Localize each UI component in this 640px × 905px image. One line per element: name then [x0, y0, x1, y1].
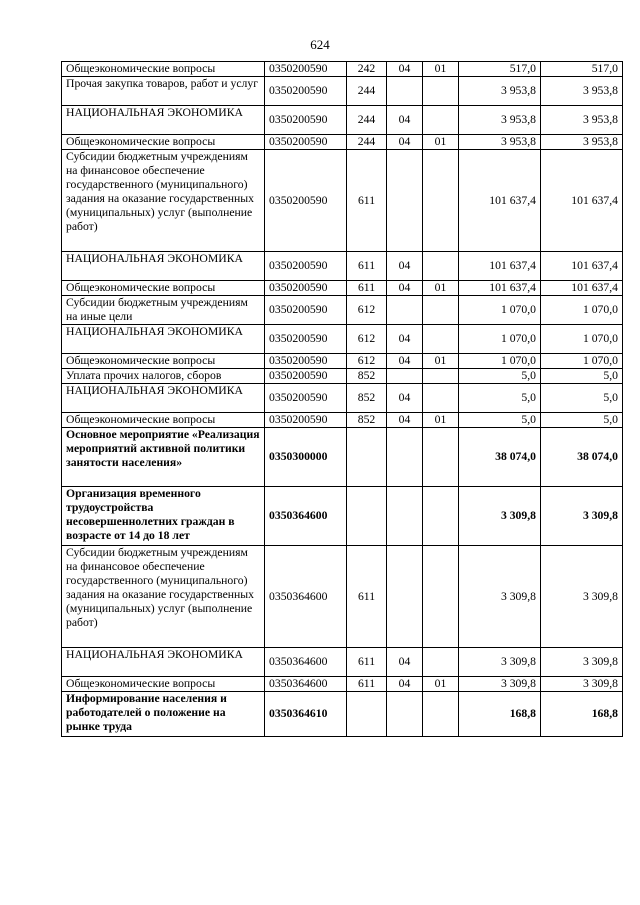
table-row — [62, 296, 623, 325]
row-sum-1: 3 953,8 — [459, 77, 541, 106]
row-expense-type: 852 — [347, 369, 387, 384]
row-sum-2: 1 070,0 — [541, 325, 623, 354]
row-sum-1: 5,0 — [459, 413, 541, 428]
row-subsection — [423, 325, 459, 354]
row-subsection: 01 — [423, 354, 459, 369]
row-code: 0350200590 — [265, 77, 347, 106]
row-expense-type: 612 — [347, 296, 387, 325]
table-row — [62, 252, 623, 281]
row-expense-type: 244 — [347, 77, 387, 106]
row-sum-1: 3 309,8 — [459, 648, 541, 677]
row-code: 0350364600 — [265, 487, 347, 546]
row-name: Прочая закупка товаров, работ и услуг — [62, 77, 265, 106]
row-subsection — [423, 106, 459, 135]
row-section: 04 — [387, 354, 423, 369]
row-sum-2: 101 637,4 — [541, 252, 623, 281]
row-code: 0350200590 — [265, 106, 347, 135]
row-subsection — [423, 546, 459, 648]
row-name: Общеэкономические вопросы — [62, 677, 265, 692]
table-row — [62, 546, 623, 648]
row-name: Общеэкономические вопросы — [62, 413, 265, 428]
row-code: 0350200590 — [265, 325, 347, 354]
row-subsection — [423, 150, 459, 252]
row-section — [387, 77, 423, 106]
row-section: 04 — [387, 252, 423, 281]
row-section: 04 — [387, 384, 423, 413]
row-subsection — [423, 296, 459, 325]
table-row — [62, 281, 623, 296]
row-subsection — [423, 428, 459, 487]
row-section — [387, 487, 423, 546]
row-name: НАЦИОНАЛЬНАЯ ЭКОНОМИКА — [62, 252, 265, 281]
row-sum-2: 101 637,4 — [541, 281, 623, 296]
row-code: 0350364600 — [265, 648, 347, 677]
row-sum-2: 3 309,8 — [541, 648, 623, 677]
row-sum-2: 101 637,4 — [541, 150, 623, 252]
row-sum-2: 5,0 — [541, 369, 623, 384]
row-sum-1: 1 070,0 — [459, 296, 541, 325]
row-section: 04 — [387, 325, 423, 354]
row-expense-type — [347, 487, 387, 546]
page-number: 624 — [310, 37, 330, 52]
row-code: 0350364600 — [265, 546, 347, 648]
row-subsection: 01 — [423, 135, 459, 150]
row-code: 0350300000 — [265, 428, 347, 487]
table-row — [62, 384, 623, 413]
row-sum-2: 1 070,0 — [541, 354, 623, 369]
table-row — [62, 648, 623, 677]
row-subsection — [423, 692, 459, 737]
row-name: Основное мероприятие «Реализация мероприятий активной политики занятости населения» — [62, 428, 265, 487]
row-name: Субсидии бюджетным учреждениям на финансовое обеспечение государственного (муниципального) задания на оказание государственных (муниципальных) услуг (выполнение работ) — [62, 546, 265, 648]
row-sum-2: 38 074,0 — [541, 428, 623, 487]
row-subsection: 01 — [423, 413, 459, 428]
row-expense-type: 612 — [347, 325, 387, 354]
row-expense-type: 611 — [347, 648, 387, 677]
row-sum-1: 3 309,8 — [459, 677, 541, 692]
row-code: 0350200590 — [265, 281, 347, 296]
row-sum-1: 5,0 — [459, 384, 541, 413]
row-expense-type: 244 — [347, 106, 387, 135]
row-name: Уплата прочих налогов, сборов — [62, 369, 265, 384]
row-name: Общеэкономические вопросы — [62, 62, 265, 77]
table-row — [62, 428, 623, 487]
row-sum-1: 1 070,0 — [459, 325, 541, 354]
row-name: НАЦИОНАЛЬНАЯ ЭКОНОМИКА — [62, 325, 265, 354]
table-row — [62, 77, 623, 106]
row-section: 04 — [387, 62, 423, 77]
row-section: 04 — [387, 106, 423, 135]
row-expense-type: 611 — [347, 150, 387, 252]
row-sum-1: 101 637,4 — [459, 281, 541, 296]
budget-table — [61, 61, 623, 737]
row-expense-type: 611 — [347, 677, 387, 692]
row-expense-type: 242 — [347, 62, 387, 77]
row-name: Организация временного трудоустройства несовершеннолетних граждан в возрасте от 14 до 18 лет — [62, 487, 265, 546]
row-sum-2: 3 953,8 — [541, 77, 623, 106]
row-expense-type: 852 — [347, 384, 387, 413]
row-section — [387, 369, 423, 384]
row-subsection — [423, 252, 459, 281]
table-row — [62, 369, 623, 384]
table-row — [62, 150, 623, 252]
row-code: 0350364600 — [265, 677, 347, 692]
row-code: 0350200590 — [265, 150, 347, 252]
row-expense-type: 611 — [347, 281, 387, 296]
row-name: НАЦИОНАЛЬНАЯ ЭКОНОМИКА — [62, 648, 265, 677]
table-row — [62, 487, 623, 546]
row-sum-2: 517,0 — [541, 62, 623, 77]
row-subsection — [423, 487, 459, 546]
row-section — [387, 692, 423, 737]
table-row — [62, 354, 623, 369]
row-sum-1: 517,0 — [459, 62, 541, 77]
row-code: 0350200590 — [265, 413, 347, 428]
row-sum-2: 3 309,8 — [541, 677, 623, 692]
row-sum-1: 3 953,8 — [459, 106, 541, 135]
row-section: 04 — [387, 135, 423, 150]
table-row — [62, 677, 623, 692]
row-code: 0350200590 — [265, 252, 347, 281]
row-sum-2: 3 953,8 — [541, 135, 623, 150]
row-sum-2: 168,8 — [541, 692, 623, 737]
row-section — [387, 546, 423, 648]
row-expense-type: 852 — [347, 413, 387, 428]
row-sum-1: 5,0 — [459, 369, 541, 384]
row-expense-type — [347, 428, 387, 487]
row-section: 04 — [387, 677, 423, 692]
row-name: Субсидии бюджетным учреждениям на иные цели — [62, 296, 265, 325]
row-section — [387, 296, 423, 325]
row-subsection: 01 — [423, 677, 459, 692]
table-row — [62, 692, 623, 737]
row-sum-2: 3 309,8 — [541, 487, 623, 546]
row-subsection — [423, 369, 459, 384]
row-sum-1: 3 309,8 — [459, 487, 541, 546]
row-code: 0350200590 — [265, 384, 347, 413]
row-sum-1: 3 309,8 — [459, 546, 541, 648]
table-row — [62, 135, 623, 150]
row-expense-type: 611 — [347, 546, 387, 648]
row-sum-1: 1 070,0 — [459, 354, 541, 369]
row-subsection: 01 — [423, 281, 459, 296]
row-sum-2: 1 070,0 — [541, 296, 623, 325]
row-code: 0350200590 — [265, 135, 347, 150]
table-row — [62, 106, 623, 135]
row-expense-type: 244 — [347, 135, 387, 150]
row-name: Общеэкономические вопросы — [62, 135, 265, 150]
row-name: Информирование населения и работодателей о положение на рынке труда — [62, 692, 265, 737]
row-sum-2: 3 953,8 — [541, 106, 623, 135]
row-section: 04 — [387, 281, 423, 296]
table-row — [62, 62, 623, 77]
row-code: 0350200590 — [265, 296, 347, 325]
row-sum-2: 5,0 — [541, 384, 623, 413]
row-name: НАЦИОНАЛЬНАЯ ЭКОНОМИКА — [62, 384, 265, 413]
row-section: 04 — [387, 648, 423, 677]
row-sum-2: 3 309,8 — [541, 546, 623, 648]
row-subsection — [423, 648, 459, 677]
row-code: 0350364610 — [265, 692, 347, 737]
row-subsection: 01 — [423, 62, 459, 77]
row-name: НАЦИОНАЛЬНАЯ ЭКОНОМИКА — [62, 106, 265, 135]
row-subsection — [423, 384, 459, 413]
table-row — [62, 325, 623, 354]
row-code: 0350200590 — [265, 369, 347, 384]
row-name: Общеэкономические вопросы — [62, 354, 265, 369]
row-sum-2: 5,0 — [541, 413, 623, 428]
row-subsection — [423, 77, 459, 106]
row-sum-1: 168,8 — [459, 692, 541, 737]
row-expense-type — [347, 692, 387, 737]
row-section — [387, 150, 423, 252]
row-sum-1: 3 953,8 — [459, 135, 541, 150]
row-name: Субсидии бюджетным учреждениям на финансовое обеспечение государственного (муниципального) задания на оказание государственных (муниципальных) услуг (выполнение работ) — [62, 150, 265, 252]
row-section: 04 — [387, 413, 423, 428]
row-expense-type: 612 — [347, 354, 387, 369]
row-code: 0350200590 — [265, 62, 347, 77]
row-sum-1: 101 637,4 — [459, 150, 541, 252]
table-row — [62, 413, 623, 428]
row-expense-type: 611 — [347, 252, 387, 281]
row-section — [387, 428, 423, 487]
row-code: 0350200590 — [265, 354, 347, 369]
row-name: Общеэкономические вопросы — [62, 281, 265, 296]
row-sum-1: 38 074,0 — [459, 428, 541, 487]
row-sum-1: 101 637,4 — [459, 252, 541, 281]
